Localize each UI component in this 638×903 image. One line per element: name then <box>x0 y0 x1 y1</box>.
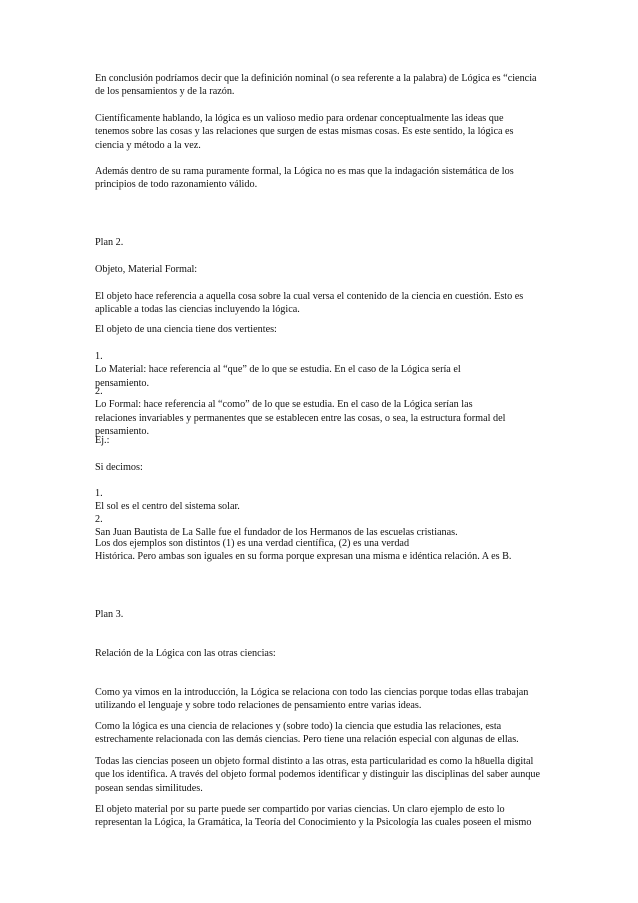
si-decimos-label: Si decimos: <box>95 462 143 473</box>
objeto-paragraph: El objeto hace referencia a aquella cosa sobre la cual versa el contenido de la ciencia en cuestión. Esto es aplicable a todas las ciencias incluyendo la lógica. <box>95 291 524 316</box>
example-item-1: 1. El sol es el centro del sistema solar. <box>95 488 240 513</box>
formal-paragraph: Además dentro de su rama puramente formal, la Lógica no es mas que la indagación sistemática de los principios de todo razonamiento válido. <box>95 166 514 191</box>
list-item-formal: 2. Lo Formal: hace referencia al “como” de lo que se estudia. En el caso de la Lógica serían las relaciones invariables y permanentes que se establecen entre las cosas, o sea, la estructura formal del pensamiento. <box>95 386 506 438</box>
plan3-subheading: Relación de la Lógica con las otras ciencias: <box>95 648 276 659</box>
list-number: 2. <box>95 386 103 397</box>
plan3-paragraph-3: Todas las ciencias poseen un objeto formal distinto a las otras, esta particularidad es como la h8uella digital que los identifica. A través del objeto formal podemos identificar y distinguir las disciplinas del saber aunque posean sendas similitudes. <box>95 756 541 794</box>
examples-conclusion-paragraph: Los dos ejemplos son distintos (1) es una verdad científica, (2) es una verdad Histórica. Pero ambas son iguales en su forma porque expresan una misma e idéntica relación. A es B. <box>95 538 512 563</box>
vertientes-paragraph: El objeto de una ciencia tiene dos vertientes: <box>95 324 277 335</box>
plan3-heading: Plan 3. <box>95 609 124 620</box>
plan2-subheading: Objeto, Material Formal: <box>95 264 198 275</box>
example-item-2: 2. San Juan Bautista de La Salle fue el fundador de los Hermanos de las escuelas cristianas. <box>95 514 458 539</box>
list-number: 2. <box>95 514 103 525</box>
plan3-paragraph-4: El objeto material por su parte puede ser compartido por varias ciencias. Un claro ejemplo de esto lo representan la Lógica, la Gramática, la Teoría del Conocimiento y la Psicología las cuales poseen el mismo <box>95 804 532 829</box>
conclusion-paragraph: En conclusión podríamos decir que la definición nominal (o sea referente a la palabra) de Lógica es “ciencia de los pensamientos y de la razón. <box>95 73 537 98</box>
scientific-paragraph: Científicamente hablando, la lógica es un valioso medio para ordenar conceptualmente las ideas que tenemos sobre las cosas y las relaciones que surgen de estas mismas cosas. Es este sentido, la lógica es ciencia y método a la vez. <box>95 113 514 151</box>
list-number: 1. <box>95 351 103 362</box>
example-label: Ej.: <box>95 435 110 446</box>
list-item-material: 1. Lo Material: hace referencia al “que” de lo que se estudia. En el caso de la Lógica sería el pensamiento. <box>95 351 461 389</box>
plan2-heading: Plan 2. <box>95 237 124 248</box>
plan3-paragraph-1: Como ya vimos en la introducción, la Lógica se relaciona con todo las ciencias porque todas ellas trabajan utilizando el lenguaje y sobre todo relaciones de pensamiento entre varias ideas. <box>95 687 529 712</box>
plan3-paragraph-2: Como la lógica es una ciencia de relaciones y (sobre todo) la ciencia que estudia las relaciones, esta estrechamente relacionada con las demás ciencias. Pero tiene una relación especial con algunas de ellas. <box>95 721 519 746</box>
list-number: 1. <box>95 488 103 499</box>
